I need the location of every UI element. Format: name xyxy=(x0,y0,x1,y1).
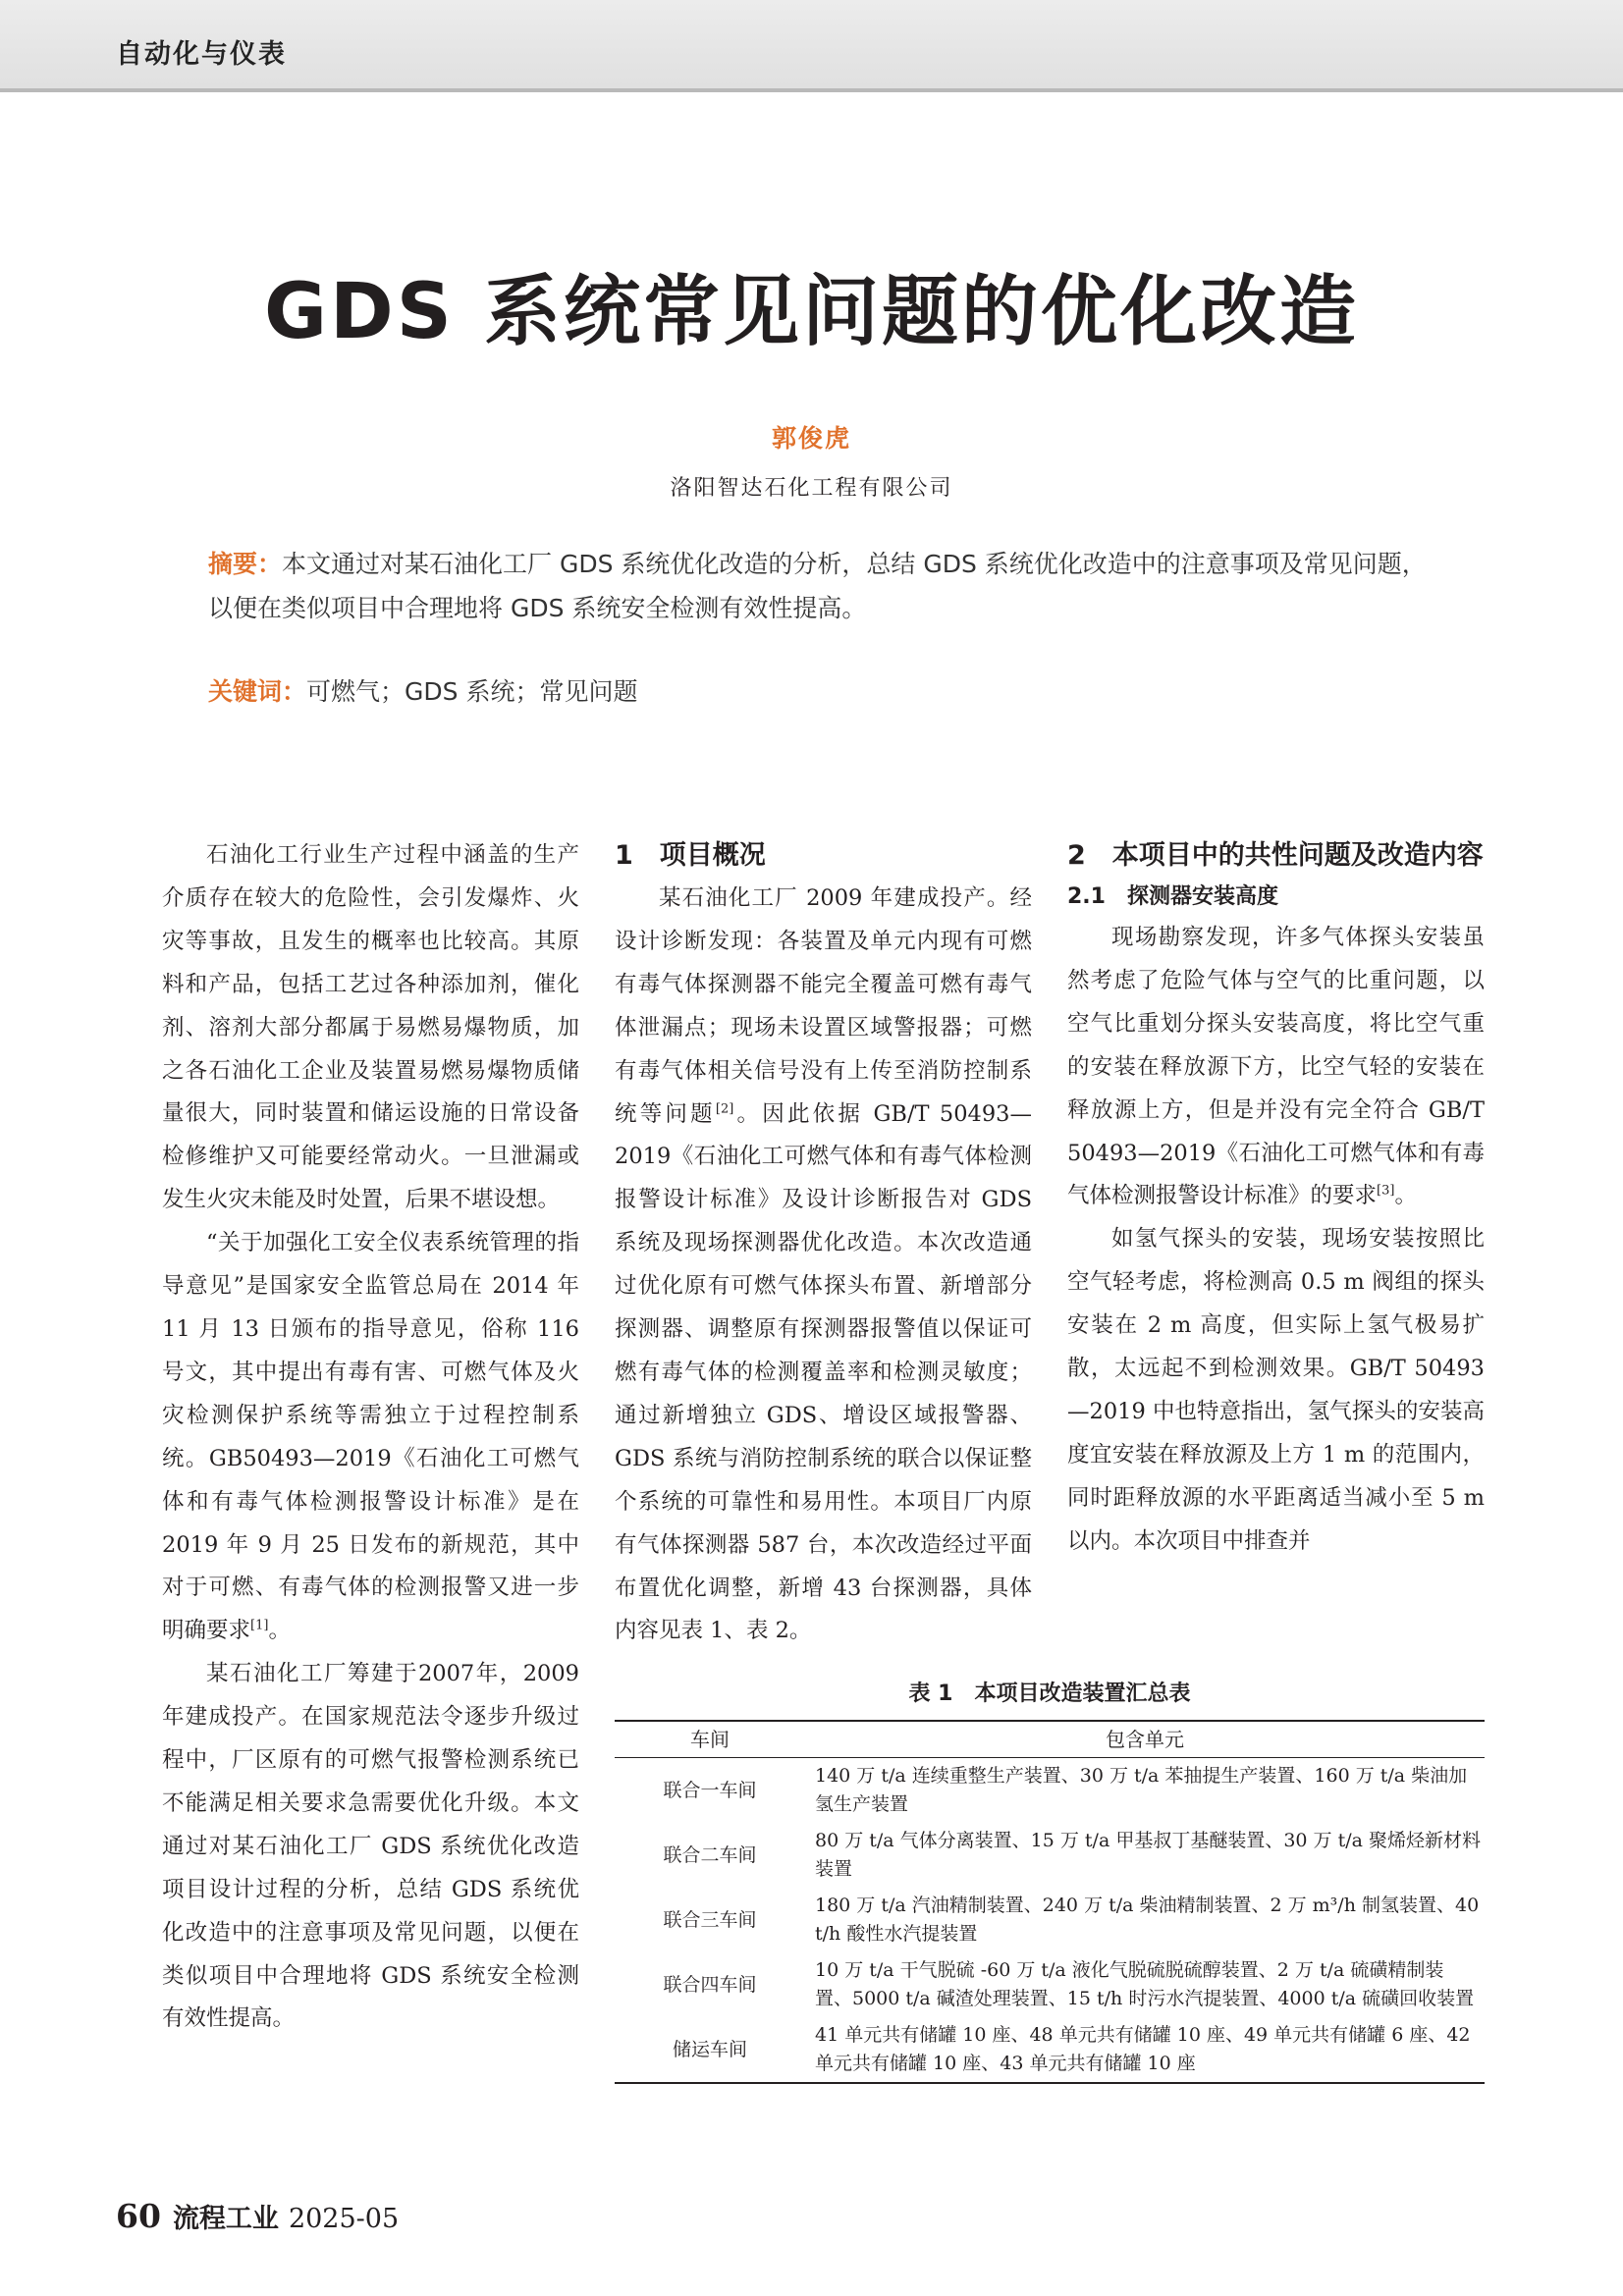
table-cell-shop: 储运车间 xyxy=(615,2017,805,2083)
table-cell-shop: 联合一车间 xyxy=(663,1779,757,1801)
abstract-text: 本文通过对某石油化工厂 GDS 系统优化改造的分析，总结 GDS 系统优化改造中的注意事项及常见问题，以便在类似项目中合理地将 GDS 系统安全检测有效性提高。 xyxy=(208,550,1427,622)
paragraph xyxy=(615,878,1032,1653)
section-label: 自动化与仪表 xyxy=(116,39,287,70)
table-cell-units: 180 万 t/a 汽油精制装置、240 万 t/a 柴油精制装置、2 万 m³/h 制氢装置、40 t/h 酸性水汽提装置 xyxy=(815,1895,1480,1945)
column-3 xyxy=(1067,834,1485,1564)
table-cell-shop: 联合四车间 xyxy=(663,1973,757,1996)
keywords xyxy=(208,669,1445,714)
paragraph-text: 现场勘察发现，许多气体探头安装虽然考虑了危险气体与空气的比重问题，以空气比重划分探头安装高度，将比空气重的安装在释放源下方，比空气轻的安装在释放源上方，但是并没有完全符合 GB/T 50493—2019《石油化工可燃气体和有毒气体检测报警设计标准》的要求 xyxy=(1067,925,1485,1209)
keywords-text: 可燃气；GDS 系统；常见问题 xyxy=(306,677,638,706)
table-row xyxy=(615,1888,1485,1952)
keywords-label: 关键词： xyxy=(208,677,307,706)
issue-date: 2025-05 xyxy=(288,2204,400,2234)
section-heading: 2 本项目中的共性问题及改造内容 xyxy=(1067,840,1484,871)
paragraph xyxy=(1067,917,1485,1218)
paragraph xyxy=(162,1222,579,1653)
abstract-label: 摘要： xyxy=(208,550,283,578)
column-2 xyxy=(615,834,1032,1669)
paragraph: 如氢气探头的安装，现场安装按照比空气轻考虑，将检测高 0.5 m 阀组的探头安装在 2 m 高度，但实际上氢气极易扩散，太远起不到检测效果。GB/T 50493—2019 中也特意指出，氢气探头的安装高度宜安装在释放源及上方 1 m 的范围内，同时距释放源的水平距离适当减小至 5 m 以内。本次项目中排查并 xyxy=(1067,1226,1485,1554)
table-cell-units: 80 万 t/a 气体分离装置、15 万 t/a 甲基叔丁基醚装置、30 万 t/a 聚烯烃新材料装置 xyxy=(815,1830,1481,1880)
table-caption: 表 1 本项目改造装置汇总表 xyxy=(908,1682,1191,1706)
paragraph-end: 。 xyxy=(1394,1183,1417,1209)
paragraph-text: “关于加强化工安全仪表系统管理的指导意见”是国家安全监管总局在 2014 年 11 月 13 日颁布的指导意见，俗称 116 号文，其中提出有毒有害、可燃气体及火灾检测保护系统等需独立于过程控制系统。GB50493—2019《石油化工可燃气体和有毒气体检测报警设计标准》是在 2019 年 9 月 25 日发布的新规范，其中对于可燃、有毒气体的检测报警又进一步明确要求 xyxy=(162,1230,579,1644)
citation: [2] xyxy=(715,1101,734,1117)
table-row xyxy=(615,1823,1485,1888)
abstract xyxy=(208,542,1445,630)
table-row xyxy=(615,1952,1485,2017)
paragraph: 石油化工行业生产过程中涵盖的生产介质存在较大的危险性，会引发爆炸、火灾等事故，且发生的概率也比较高。其原料和产品，包括工艺过各种添加剂，催化剂、溶剂大部分都属于易燃易爆物质，加之各石油化工企业及装置易燃易爆物质储量很大，同时装置和储运设施的日常设备检修维护又可能要经常动火。一旦泄漏或发生火灾未能及时处置，后果不堪设想。 xyxy=(162,842,579,1213)
table-header-units: 包含单元 xyxy=(805,1721,1485,1758)
table-cell-units: 140 万 t/a 连续重整生产装置、30 万 t/a 苯抽提生产装置、160 万 t/a 柴油加氢生产装置 xyxy=(815,1765,1468,1815)
citation: [3] xyxy=(1377,1183,1395,1199)
journal-name: 流程工业 xyxy=(172,2204,279,2234)
table-header-shop: 车间 xyxy=(615,1721,805,1758)
table-cell-units: 10 万 t/a 干气脱硫 -60 万 t/a 液化气脱硫脱硫醇装置、2 万 t/a 硫磺精制装置、5000 t/a 碱渣处理装置、15 t/h 时污水汽提装置、4000 t/a 硫磺回收装置 xyxy=(815,1959,1475,2009)
paragraph-end: 。 xyxy=(268,1618,291,1644)
table-row xyxy=(615,2017,1485,2083)
table-row xyxy=(615,1758,1485,1824)
paragraph: 某石油化工厂筹建于2007年，2009 年建成投产。在国家规范法令逐步升级过程中，厂区原有的可燃气报警检测系统已不能满足相关要求急需要优化升级。本文通过对某石油化工厂 GDS 系统优化改造项目设计过程的分析，总结 GDS 系统优化改造中的注意事项及常见问题，以便在类似项目中合理地将 GDS 系统安全检测有效性提高。 xyxy=(162,1661,579,2032)
column-1 xyxy=(162,834,579,2041)
page-footer xyxy=(116,2197,399,2235)
section-heading: 1 项目概况 xyxy=(615,840,766,871)
page-number: 60 xyxy=(116,2197,161,2235)
table-cell-shop: 联合三车间 xyxy=(663,1908,757,1931)
article-title: GDS 系统常见问题的优化改造 xyxy=(263,268,1360,356)
paragraph-end: 。因此依据 GB/T 50493—2019《石油化工可燃气体和有毒气体检测报警设计标准》及设计诊断报告对 GDS 系统及现场探测器优化改造。本次改造通过优化原有可燃气体探头布置、新增部分探测器、调整原有探测器报警值以保证可燃有毒气体的检测覆盖率和检测灵敏度；通过新增独立 GDS、增设区域报警器、GDS 系统与消防控制系统的联合以保证整个系统的可靠性和易用性。本项目厂内原有气体探测器 587 台，本次改造经过平面布置优化调整，新增 43 台探测器，具体内容见表 1、表 2。 xyxy=(615,1100,1032,1644)
author: 郭俊虎 xyxy=(771,424,851,453)
table-cell-shop: 联合二车间 xyxy=(663,1843,757,1866)
table-cell-units: 41 单元共有储罐 10 座、48 单元共有储罐 10 座、49 单元共有储罐 6 座、42 单元共有储罐 10 座、43 单元共有储罐 10 座 xyxy=(805,2017,1485,2083)
affiliation: 洛阳智达石化工程有限公司 xyxy=(670,476,953,501)
table-header-row xyxy=(615,1721,1485,1758)
citation: [1] xyxy=(250,1618,269,1633)
header-bar xyxy=(0,0,1623,92)
summary-table xyxy=(615,1720,1485,2084)
paragraph-text: 某石油化工厂 2009 年建成投产。经设计诊断发现：各装置及单元内现有可燃有毒气体探测器不能完全覆盖可燃有毒气体泄漏点；现场未设置区域警报器；可燃有毒气体相关信号没有上传至消防控制系统等问题 xyxy=(615,885,1032,1127)
subsection-heading: 2.1 探测器安装高度 xyxy=(1067,884,1278,909)
